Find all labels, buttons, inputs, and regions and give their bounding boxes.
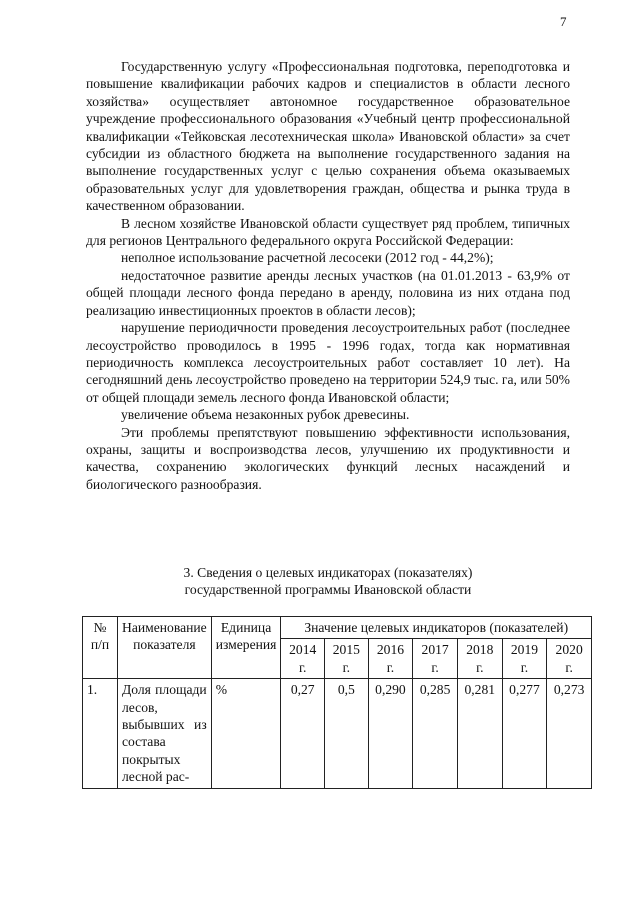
year-header: 2015 г. — [325, 639, 369, 679]
section-title — [86, 564, 570, 599]
list-item: нарушение периодичности проведения лесоустроительных работ (последнее лесоустройство проводилось в 1995 - 1996 годах, тогда как нормативная периодичность комплекса лесоустроительных работ составляет 10 лет). На сегодняшний день лесоустройство проведено на территории 524,9 тыс. га, или 50% от общей площади земель лесного фонда Ивановской области; — [86, 320, 570, 405]
header-num: № п/п — [83, 617, 118, 679]
paragraph: В лесном хозяйстве Ивановской области существует ряд проблем, типичных для регионов Центрального федерального округа Российской Федерации: — [86, 215, 570, 249]
year-header: 2020 г. — [547, 639, 592, 679]
list-item: недостаточное развитие аренды лесных участков (на 01.01.2013 - 63,9% от общей площади лесного фонда передано в аренду, половина из них отдана под реализацию инвестиционных проектов в области лесов); — [86, 267, 570, 318]
body-text — [86, 58, 570, 493]
row-name: Доля площади лесов, выбывших из состава покрытых лесной рас- — [118, 679, 212, 788]
row-value: 0,27 — [281, 679, 325, 788]
table-header-row — [83, 617, 592, 639]
year-header: 2016 г. — [368, 639, 413, 679]
list-item: неполное использование расчетной лесосеки (2012 год - 44,2%); — [121, 250, 494, 266]
list-item: увеличение объема незаконных рубок древесины. — [121, 407, 410, 423]
paragraph: Государственную услугу «Профессиональная подготовка, переподготовка и повышение квалификации рабочих кадров и специалистов в области лесного хозяйства» осуществляет автономное государственное образовательное учреждение профессионального образования «Учебный центр профессиональной квалификации «Тейковская лесотехническая школа» Ивановской области» за счет субсидии из областного бюджета на выполнение государственного задания на выполнение государственных услуг с целью сохранения объема оказываемых образовательных услуг для удовлетворения граждан, общества и рынка труда в качественном образовании. — [86, 59, 570, 214]
header-values: Значение целевых индикаторов (показателей) — [281, 617, 592, 639]
row-value: 0,273 — [547, 679, 592, 788]
row-value: 0,285 — [413, 679, 458, 788]
row-value: 0,281 — [457, 679, 502, 788]
header-name: Наименование показателя — [118, 617, 212, 679]
year-header: 2014 г. — [281, 639, 325, 679]
row-value: 0,290 — [368, 679, 413, 788]
indicators-table — [82, 616, 592, 789]
year-header: 2019 г. — [502, 639, 547, 679]
paragraph: Эти проблемы препятствуют повышению эффективности использования, охраны, защиты и воспроизводства лесов, улучшению их продуктивности и качества, сохранению экологических функций лесных насаждений и биологического разнообразия. — [86, 424, 570, 492]
row-value: 0,277 — [502, 679, 547, 788]
page-number: 7 — [560, 14, 567, 29]
row-num: 1. — [83, 679, 118, 788]
row-unit: % — [211, 679, 281, 788]
header-unit: Единица измерения — [211, 617, 281, 679]
section-title-line: государственной программы Ивановской области — [184, 582, 472, 598]
table-row — [83, 679, 592, 788]
row-value: 0,5 — [325, 679, 369, 788]
section-title-line: 3. Сведения о целевых индикаторах (показателях) — [183, 565, 473, 580]
year-header: 2017 г. — [413, 639, 458, 679]
year-header: 2018 г. — [457, 639, 502, 679]
